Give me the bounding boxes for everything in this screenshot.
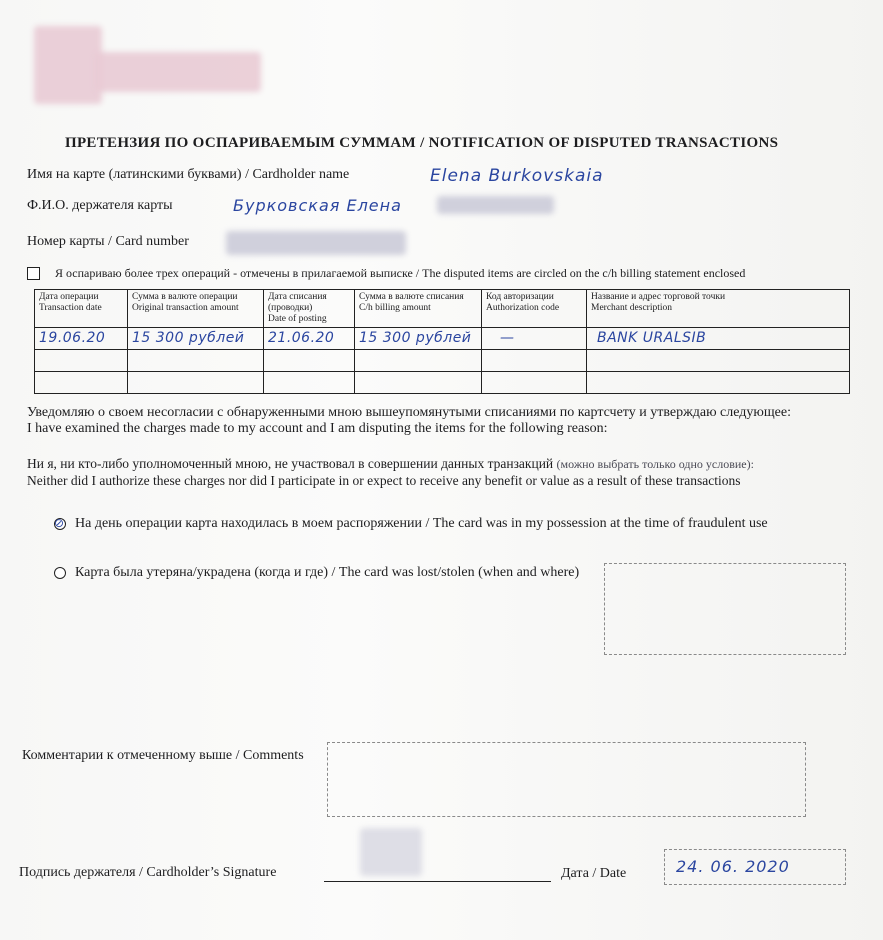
cardholder-fio-value[interactable]: Бурковская Елена [233,196,402,215]
signature-label: Подпись держателя / Cardholder’s Signature [19,865,277,880]
redacted-patronymic [437,196,554,214]
col-posting-date: Дата списания (проводки) Date of posting [264,290,355,328]
col-original-amount: Сумма в валюте операции Original transaction amount [128,290,264,328]
table-cell[interactable] [264,350,355,372]
col-authorization-code: Код авторизации Authorization code [482,290,587,328]
cardholder-name-value[interactable]: Elena Burkovskaia [430,166,604,186]
statement-ru: Уведомляю о своем несогласии с обнаруженными мною вышеупомянутыми списаниями по картсчету и утверждаю следующее: [27,405,791,420]
redacted-logo [34,26,102,104]
table-cell[interactable]: 15 300 рублей [128,328,264,350]
transactions-table [34,289,850,394]
authorization-ru: Ни я, ни кто-либо уполномоченный мною, не участвовал в совершении данных транзакций [27,456,554,471]
redacted-card-number [226,231,406,255]
possession-radio[interactable] [54,518,66,530]
table-cell[interactable] [35,372,128,394]
table-cell[interactable] [482,350,587,372]
table-cell[interactable] [355,372,482,394]
statement-en: I have examined the charges made to my account and I am disputing the items for the following reason: [27,421,608,436]
date-label: Дата / Date [561,866,627,881]
comments-label: Комментарии к отмеченному выше / Comments [22,748,304,763]
disputed-items-label: Я оспариваю более трех операций - отмечены в прилагаемой выписке / The disputed items are circled on the c/h billing statement enclosed [55,266,746,280]
authorization-note: (можно выбрать только одно условие): [556,457,754,471]
col-transaction-date: Дата операции Transaction date [35,290,128,328]
table-cell[interactable]: BANK URALSIB [587,328,850,350]
page-title: ПРЕТЕНЗИЯ ПО ОСПАРИВАЕМЫМ СУММАМ / NOTIFICATION OF DISPUTED TRANSACTIONS [65,135,779,151]
authorization-text-ru [27,456,754,472]
table-row [35,372,850,394]
redacted-logo-text [96,52,261,92]
table-cell[interactable] [587,350,850,372]
table-header-row [35,290,850,328]
table-row [35,350,850,372]
lost-stolen-label: Карта была утеряна/украдена (когда и где) / The card was lost/stolen (when and where) [75,565,580,580]
signature-line[interactable] [324,881,551,882]
table-cell[interactable] [35,350,128,372]
table-cell[interactable]: — [482,328,587,350]
date-value: 24. 06. 2020 [676,857,790,876]
col-merchant-description: Название и адрес торговой точки Merchant description [587,290,850,328]
col-billing-amount: Сумма в валюте списания C/h billing amount [355,290,482,328]
table-cell[interactable] [355,350,482,372]
table-cell[interactable] [587,372,850,394]
table-cell[interactable]: 15 300 рублей [355,328,482,350]
lost-stolen-details-field[interactable] [604,563,846,655]
checkmark-icon: ⊘ [54,516,65,530]
comments-field[interactable] [327,742,806,817]
cardholder-fio-label: Ф.И.О. держателя карты [27,198,173,213]
lost-stolen-radio[interactable] [54,567,66,579]
table-row [35,328,850,350]
table-cell[interactable] [128,372,264,394]
disputed-items-checkbox[interactable] [27,267,40,280]
table-cell[interactable] [264,372,355,394]
possession-label: На день операции карта находилась в моем распоряжении / The card was in my possession at the time of fraudulent use [75,516,768,531]
table-cell[interactable]: 19.06.20 [35,328,128,350]
card-number-label: Номер карты / Card number [27,234,189,249]
redacted-signature [360,828,422,876]
cardholder-name-label: Имя на карте (латинскими буквами) / Cardholder name [27,167,350,182]
table-cell[interactable] [482,372,587,394]
authorization-en: Neither did I authorize these charges nor did I participate in or expect to receive any benefit or value as a result of these transactions [27,473,741,488]
table-cell[interactable]: 21.06.20 [264,328,355,350]
table-cell[interactable] [128,350,264,372]
